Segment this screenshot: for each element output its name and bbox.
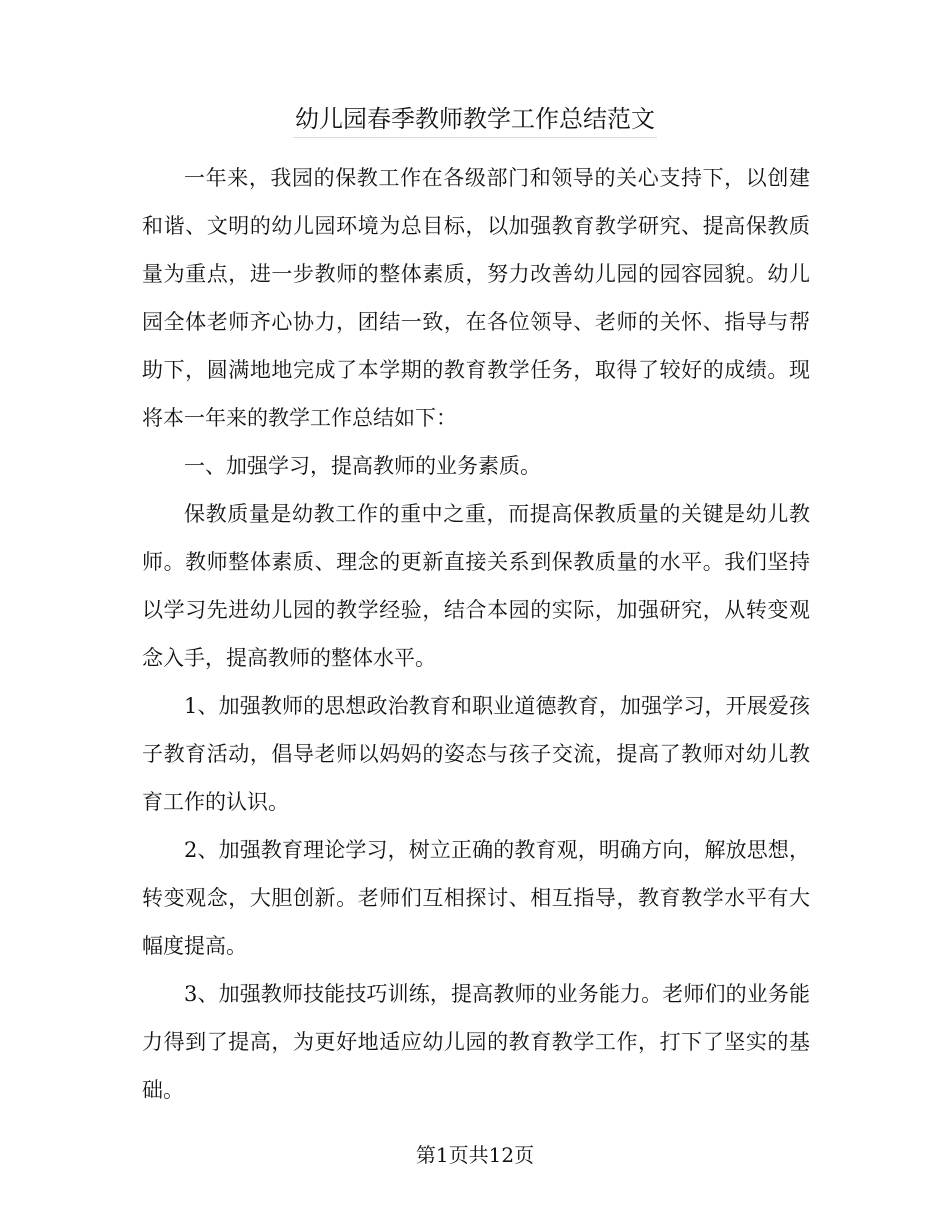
list-item-2: 2、加强教育理论学习，树立正确的教育观，明确方向，解放思想，转变观念，大胆创新。老师们互相探讨、相互指导，教育教学水平有大幅度提高。	[142, 838, 810, 958]
document-title-wrap	[0, 101, 950, 138]
section-heading-1: 一、加强学习，提高教师的业务素质。	[184, 454, 541, 478]
paragraph-quality: 保教质量是幼教工作的重中之重，而提高保教质量的关键是幼儿教师。教师整体素质、理念的更新直接关系到保教质量的水平。我们坚持以学习先进幼儿园的教学经验，结合本园的实际，加强研究，从转变观念入手，提高教师的整体水平。	[142, 502, 810, 670]
document-title: 幼儿园春季教师教学工作总结范文	[293, 101, 657, 138]
list-item-3: 3、加强教师技能技巧训练，提高教师的业务能力。老师们的业务能力得到了提高，为更好地适应幼儿园的教育教学工作，打下了坚实的基础。	[142, 982, 810, 1102]
document-body	[142, 154, 810, 1114]
page-number-footer: 第1页共12页	[415, 1143, 535, 1167]
list-item-1: 1、加强教师的思想政治教育和职业道德教育，加强学习，开展爱孩子教育活动，倡导老师以妈妈的姿态与孩子交流，提高了教师对幼儿教育工作的认识。	[142, 694, 810, 814]
paragraph-intro: 一年来，我园的保教工作在各级部门和领导的关心支持下，以创建和谐、文明的幼儿园环境为总目标，以加强教育教学研究、提高保教质量为重点，进一步教师的整体素质，努力改善幼儿园的园容园貌。幼儿园全体老师齐心协力，团结一致，在各位领导、老师的关怀、指导与帮助下，圆满地地完成了本学期的教育教学任务，取得了较好的成绩。现将本一年来的教学工作总结如下：	[142, 166, 810, 430]
